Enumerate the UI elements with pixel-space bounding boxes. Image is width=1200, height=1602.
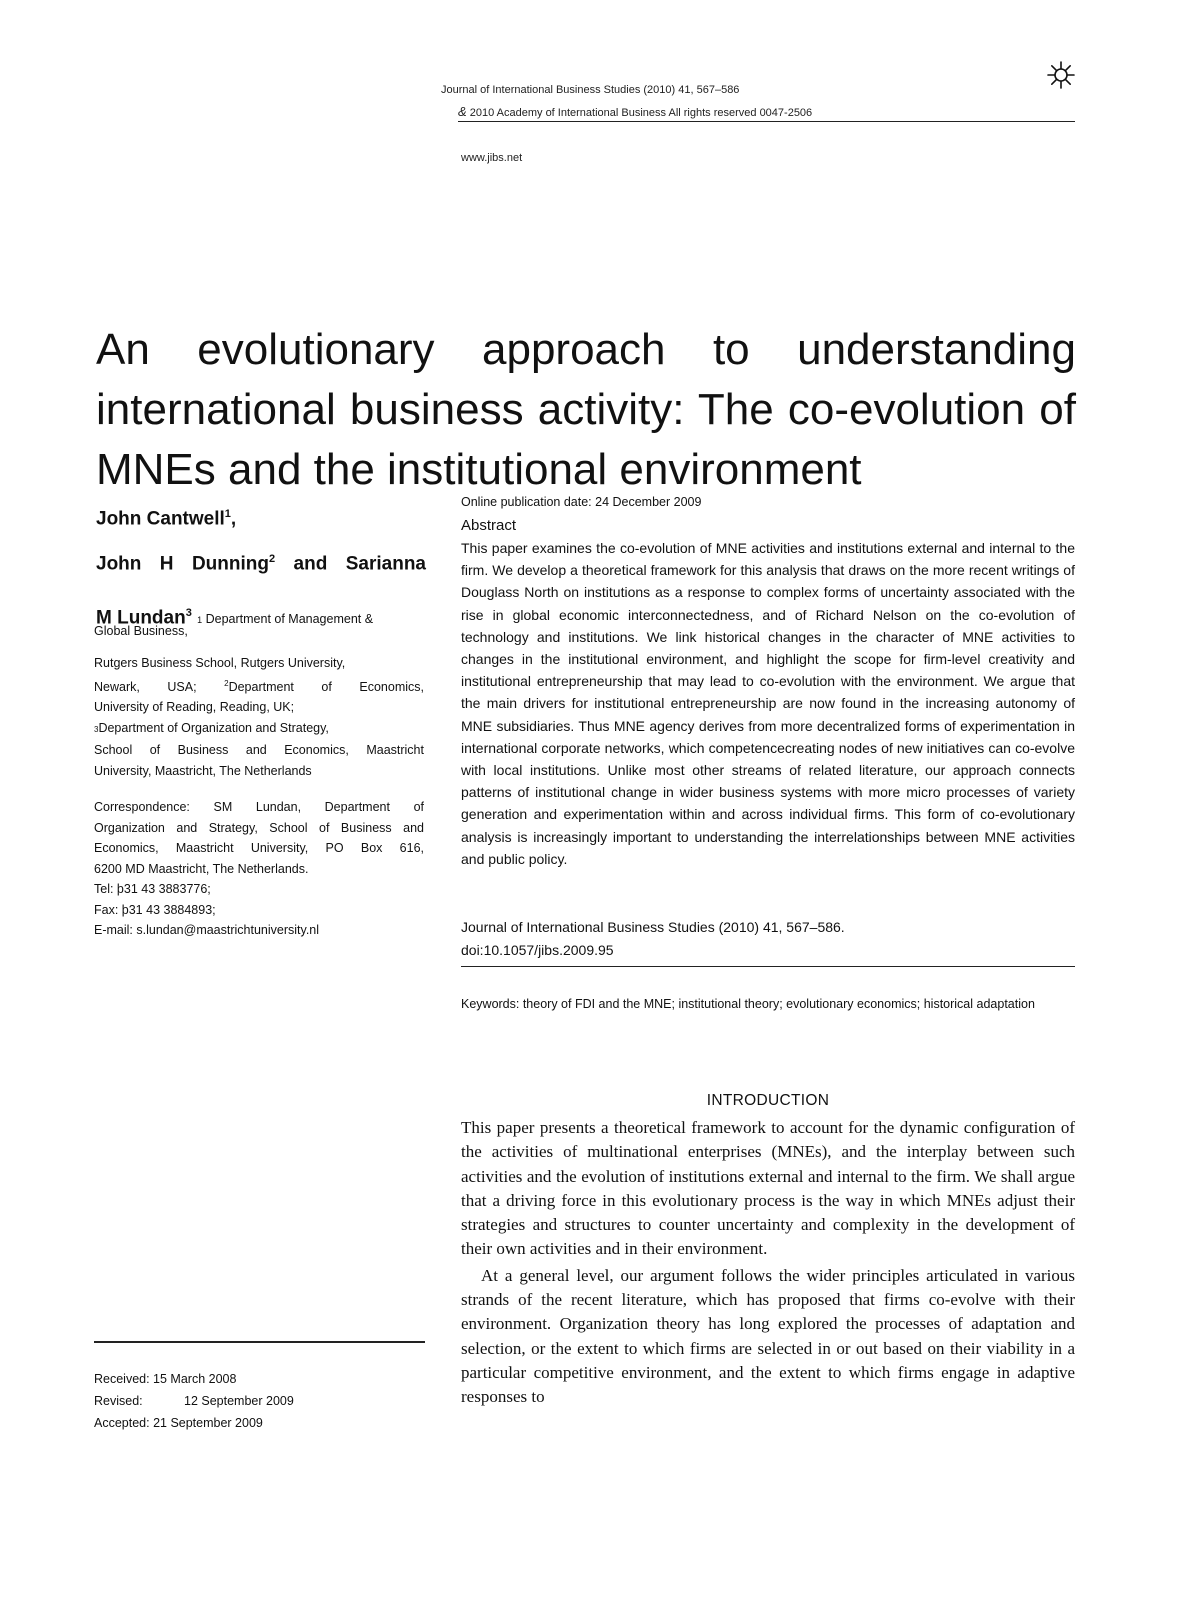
- abstract-citation: Journal of International Business Studies (2010) 41, 567–586.: [461, 919, 845, 935]
- title-line-1: An evolutionary approach to understanding: [96, 325, 1076, 374]
- received-date: Received: 15 March 2008: [94, 1372, 237, 1386]
- copyright-text: 2010 Academy of International Business All rights reserved 0047-2506: [469, 107, 813, 119]
- dates: [94, 1368, 424, 1434]
- correspondence-email: E-mail: s.lundan@maastrichtuniversity.nl: [94, 923, 320, 937]
- abstract-body: This paper examines the co-evolution of MNE activities and institutions external and internal to the firm. We develop a theoretical framework for this analysis that draws on the more recent writings of Douglass North on institutions as a response to complex forms of uncertainty associated with the rise in global economic interconnectedness, and of Richard Nelson on the co-evolution of technology and institutions. We link historical changes in the character of MNE activities to changes in the institutional environment, and highlight the scope for firm-level creativity and institutional entrepreneurship that may lead to co-evolution with the environment. We argue that the main drivers for institutional entrepreneurship are now found in the increasing autonomy of MNE subsidiaries. Thus MNE agency derives from more decentralized forms of experimentation in international corporate networks, which competencecreating nodes of new initiatives can co-evolve with local institutions. Unlike most other streams of related literature, our approach connects patterns of institutional change in wider business systems with more micro processes of variety generation and experimentation within and across individual firms. This form of co-evolutionary analysis is increasingly important to understanding the interrelationships between MNE activities and public policy.: [461, 540, 1075, 867]
- correspondence-line: Correspondence: SM Lundan, Department of: [94, 800, 424, 814]
- affiliation-line: 3Department of Organization and Strategy,: [94, 720, 329, 735]
- correspondence-line: Organization and Strategy, School of Business and: [94, 820, 424, 835]
- copyright-symbol: &: [458, 104, 467, 119]
- correspondence-line: 6200 MD Maastricht, The Netherlands.: [94, 861, 309, 876]
- author-3: M Lundan$^3$ 1 Department of Management &: [96, 606, 374, 628]
- introduction-heading: INTRODUCTION: [706, 1092, 830, 1109]
- journal-line: Journal of International Business Studies (2010) 41, 567–586: [441, 84, 740, 96]
- affiliation-1-inline: 1 Department of Management &: [197, 611, 374, 626]
- affiliation-1-cont: Global Business,: [94, 624, 188, 638]
- introduction-body: [461, 1116, 1075, 1410]
- keywords: Keywords: theory of FDI and the MNE; institutional theory; evolutionary economics; historical adaptation: [461, 997, 1035, 1011]
- author-1: John Cantwell$^1$,: [96, 508, 237, 530]
- dates-rule: [94, 1341, 425, 1343]
- affiliations: [94, 653, 424, 781]
- affiliation-line: University, Maastricht, The Netherlands: [94, 763, 312, 778]
- revised-date: Revised: 12 September 2009: [94, 1394, 294, 1408]
- journal-url: www.jibs.net: [461, 152, 523, 164]
- affiliation-line: Rutgers Business School, Rutgers University,: [94, 656, 346, 670]
- correspondence: [94, 797, 424, 941]
- online-date: Online publication date: 24 December 2009: [461, 495, 702, 509]
- introduction-para-1: This paper presents a theoretical framework to account for the dynamic configuration of the activities of multinational enterprises (MNEs), and the interplay between such activities and the evolution of institutions external and internal to the firm. We shall argue that a driving force in this evolutionary process is the way in which MNEs adjust their strategies and structures to counter uncertainty and complexity in the development of their own activities and in their environment.: [461, 1118, 1075, 1259]
- correspondence-fax: Fax: þ31 43 3884893;: [94, 902, 216, 917]
- article-title: [96, 320, 1076, 500]
- abstract-rule: [461, 966, 1075, 967]
- correspondence-tel: Tel: þ31 43 3883776;: [94, 882, 211, 896]
- title-line-2: international business activity: The co-evolution of: [96, 385, 1076, 434]
- header-rule: [458, 121, 1075, 122]
- title-line-3: MNEs and the institutional environment: [96, 445, 862, 494]
- accepted-date: Accepted: 21 September 2009: [94, 1416, 263, 1430]
- author-block: [96, 494, 426, 640]
- abstract-doi: doi:10.1057/jibs.2009.95: [461, 942, 614, 958]
- copyright-line: [458, 104, 812, 119]
- introduction-para-2: At a general level, our argument follows the wider principles articulated in various strands of the recent literature, which has proposed that firms co-evolve with their environment. Organization theory has long explored the processes of adaptation and selection, or the extent to which firms are selected in or out based on their viability in a particular competitive environment, and the extent to which firms engage in adaptive responses to: [461, 1265, 1075, 1407]
- starburst-logo-icon: [1046, 60, 1076, 90]
- affiliation-line: Newark, USA; $^2$Department of Economics,: [94, 678, 424, 694]
- affiliation-line: School of Business and Economics, Maastricht: [94, 743, 424, 758]
- abstract-heading: Abstract: [461, 517, 517, 534]
- author-2: John H Dunning$^2$ and Sarianna: [96, 553, 426, 575]
- correspondence-line: Economics, Maastricht University, PO Box 616,: [94, 841, 424, 855]
- affiliation-line: University of Reading, Reading, UK;: [94, 700, 295, 715]
